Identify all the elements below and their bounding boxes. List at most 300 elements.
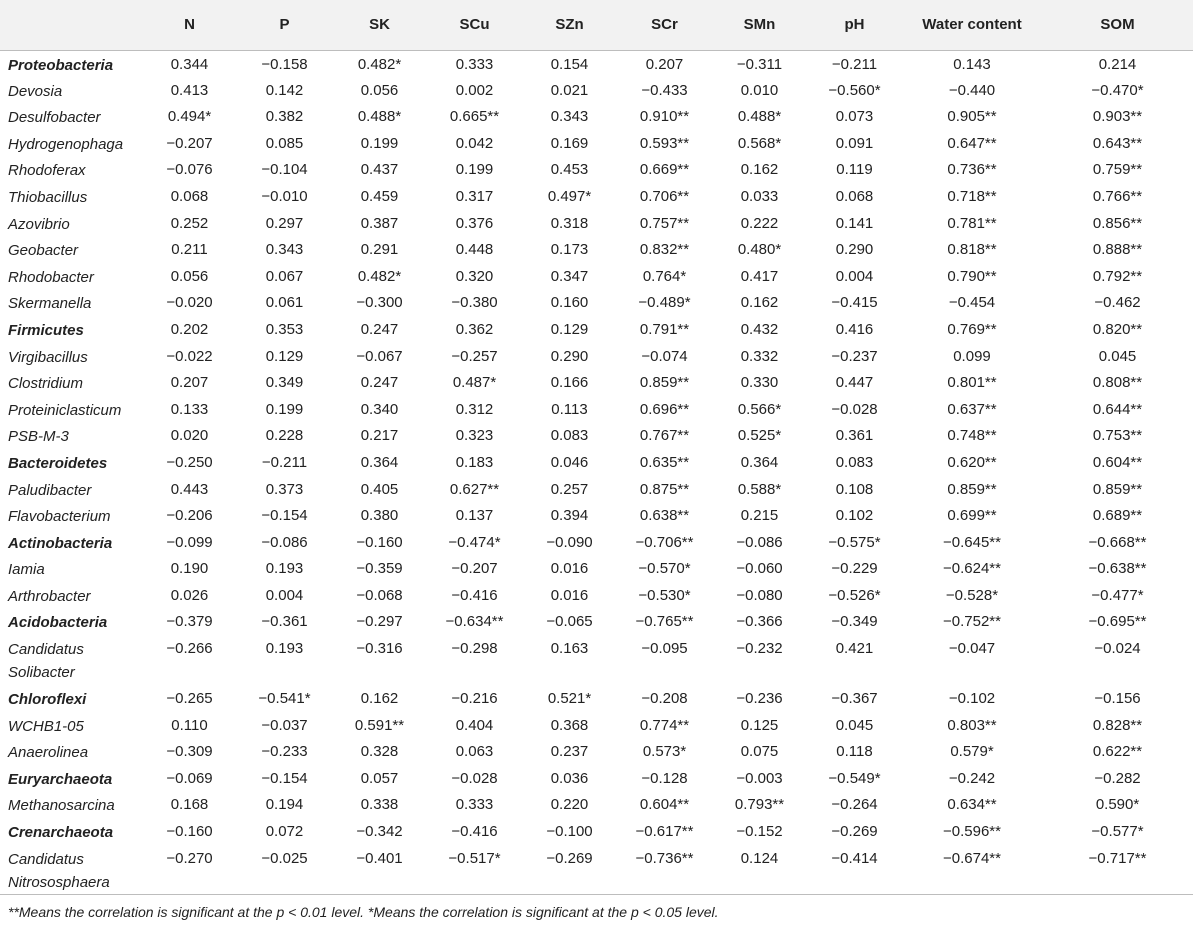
correlation-value: −0.207 xyxy=(451,560,498,578)
correlation-value: 0.459 xyxy=(360,187,399,205)
taxon-name: Bacteroidetes xyxy=(8,454,108,472)
correlation-value: −0.154 xyxy=(261,507,308,525)
correlation-value: 0.194 xyxy=(265,796,304,814)
table-row xyxy=(0,50,1193,77)
correlation-value: −0.528* xyxy=(945,586,999,604)
correlation-value: −0.526* xyxy=(828,586,881,604)
correlation-value: 0.488* xyxy=(357,108,402,126)
taxon-name: Paludibacter xyxy=(8,481,92,499)
correlation-value: 0.067 xyxy=(265,267,304,285)
correlation-value: 0.766** xyxy=(1092,187,1143,205)
header-cell: SZn xyxy=(522,0,617,50)
correlation-value: −0.765** xyxy=(635,613,694,631)
taxon-name: Anaerolinea xyxy=(8,744,89,762)
correlation-value: 0.808** xyxy=(1092,374,1143,392)
correlation-value: −0.282 xyxy=(1094,769,1141,787)
correlation-value: −0.541* xyxy=(258,690,311,708)
correlation-value: −0.211 xyxy=(261,453,308,471)
table-row xyxy=(0,712,1193,739)
correlation-value: 0.387 xyxy=(360,214,399,232)
table-row xyxy=(0,210,1193,237)
correlation-value: 0.566* xyxy=(737,400,782,418)
table-row xyxy=(0,156,1193,183)
correlation-value: 0.497* xyxy=(547,187,592,205)
correlation-value: 0.056 xyxy=(170,267,209,285)
correlation-value: 0.588* xyxy=(737,480,782,498)
table-row xyxy=(0,476,1193,503)
correlation-value: −0.207 xyxy=(166,134,213,152)
taxon-name: Desulfobacter xyxy=(8,109,101,127)
correlation-value: 0.644** xyxy=(1092,400,1143,418)
correlation-value: −0.416 xyxy=(451,586,498,604)
correlation-value: −0.237 xyxy=(831,347,878,365)
correlation-value: −0.489* xyxy=(638,294,691,312)
correlation-value: 0.042 xyxy=(455,134,494,152)
correlation-value: −0.415 xyxy=(831,294,878,312)
correlation-value: 0.290 xyxy=(835,241,874,259)
correlation-value: 0.199 xyxy=(360,134,399,152)
correlation-value: 0.162 xyxy=(740,161,779,179)
table-row xyxy=(0,236,1193,263)
correlation-value: 0.207 xyxy=(645,55,684,73)
correlation-value: 0.133 xyxy=(170,400,209,418)
correlation-value: −0.099 xyxy=(166,533,213,551)
correlation-value: 0.068 xyxy=(835,187,874,205)
correlation-value: 0.118 xyxy=(836,743,873,761)
correlation-value: 0.099 xyxy=(953,347,991,365)
correlation-value: −0.069 xyxy=(166,769,213,787)
correlation-value: 0.521* xyxy=(547,690,592,708)
correlation-value: 0.214 xyxy=(1098,55,1137,73)
correlation-value: 0.317 xyxy=(455,187,494,205)
correlation-value: −0.440 xyxy=(948,81,996,99)
correlation-value: 0.026 xyxy=(170,586,209,604)
correlation-value: 0.160 xyxy=(550,294,589,312)
correlation-value: 0.859** xyxy=(1092,480,1143,498)
correlation-value: −0.024 xyxy=(1094,640,1141,658)
correlation-value: 0.801** xyxy=(947,374,997,392)
taxon-name: Arthrobacter xyxy=(8,587,91,605)
correlation-value: 0.590* xyxy=(1095,796,1140,814)
correlation-value: 0.353 xyxy=(265,320,304,338)
table-row xyxy=(0,103,1193,130)
correlation-value: 0.166 xyxy=(550,374,589,392)
correlation-value: 0.767** xyxy=(639,427,690,445)
correlation-value: 0.125 xyxy=(740,716,779,734)
correlation-value: −0.477* xyxy=(1091,586,1144,604)
correlation-value: −0.617** xyxy=(635,823,694,841)
table-row xyxy=(0,791,1193,818)
correlation-value: 0.343 xyxy=(550,108,589,126)
table-row xyxy=(0,818,1193,845)
correlation-value: −0.752** xyxy=(943,613,1001,631)
header-cell-blank xyxy=(0,0,142,50)
correlation-value: 0.482* xyxy=(357,55,402,73)
correlation-value: −0.206 xyxy=(166,507,213,525)
correlation-value: −0.257 xyxy=(451,347,498,365)
correlation-value: 0.162 xyxy=(740,294,779,312)
correlation-value: 0.036 xyxy=(550,769,589,787)
correlation-value: 0.033 xyxy=(740,187,779,205)
table-row xyxy=(0,77,1193,104)
correlation-value: −0.560* xyxy=(828,81,881,99)
correlation-value: 0.333 xyxy=(455,796,494,814)
correlation-value: 0.689** xyxy=(1092,507,1143,525)
correlation-value: 0.247 xyxy=(360,320,399,338)
taxon-name: Rhodobacter xyxy=(8,268,94,286)
correlation-value: 0.068 xyxy=(170,187,209,205)
correlation-value: 0.129 xyxy=(265,347,304,365)
correlation-value: −0.095 xyxy=(641,640,688,658)
taxon-name: Rhodoferax xyxy=(8,162,86,180)
correlation-value: 0.154 xyxy=(550,55,589,73)
table-row xyxy=(0,845,1193,895)
correlation-value: 0.413 xyxy=(170,81,209,99)
taxon-name: Proteiniclasticum xyxy=(8,401,122,419)
correlation-value: 0.593** xyxy=(639,134,690,152)
correlation-value: 0.016 xyxy=(550,586,589,604)
correlation-value: 0.362 xyxy=(455,320,494,338)
correlation-value: 0.045 xyxy=(835,716,874,734)
taxon-name: Candidatus Solibacter xyxy=(8,641,84,682)
correlation-value: −0.674** xyxy=(943,849,1001,867)
correlation-value: −0.380 xyxy=(451,294,498,312)
correlation-value: 0.193 xyxy=(265,560,304,578)
correlation-value: 0.085 xyxy=(265,134,304,152)
table-row xyxy=(0,369,1193,396)
correlation-value: 0.448 xyxy=(455,241,494,259)
correlation-value: −0.474* xyxy=(448,533,501,551)
table-row xyxy=(0,608,1193,635)
taxon-name: Acidobacteria xyxy=(8,614,108,632)
correlation-value: 0.718** xyxy=(947,187,997,205)
correlation-value: −0.104 xyxy=(261,161,308,179)
taxon-name: Azovibrio xyxy=(8,215,70,233)
correlation-value: 0.102 xyxy=(835,507,874,525)
correlation-value: −0.342 xyxy=(356,823,403,841)
correlation-value: 0.494* xyxy=(167,108,212,126)
correlation-value: −0.298 xyxy=(451,640,498,658)
correlation-value: 0.237 xyxy=(550,743,589,761)
correlation-value: 0.020 xyxy=(170,427,209,445)
correlation-value: 0.437 xyxy=(360,161,399,179)
correlation-value: 0.416 xyxy=(835,320,874,338)
correlation-value: 0.875** xyxy=(639,480,690,498)
correlation-value: 0.340 xyxy=(360,400,399,418)
correlation-value: 0.163 xyxy=(550,640,589,658)
taxon-name: Candidatus Nitrososphaera xyxy=(8,850,110,891)
table-row xyxy=(0,449,1193,476)
header-cell: P xyxy=(237,0,332,50)
correlation-value: 0.349 xyxy=(265,374,304,392)
correlation-value: −0.264 xyxy=(831,796,878,814)
correlation-value: 0.790** xyxy=(947,267,997,285)
correlation-value: 0.091 xyxy=(835,134,874,152)
correlation-value: 0.312 xyxy=(455,400,494,418)
correlation-value: 0.421 xyxy=(835,640,874,658)
correlation-value: −0.454 xyxy=(948,294,996,312)
correlation-value: 0.328 xyxy=(360,743,399,761)
correlation-value: 0.791** xyxy=(639,320,690,338)
correlation-value: −0.416 xyxy=(451,823,498,841)
correlation-value: −0.401 xyxy=(356,849,403,867)
correlation-value: −0.297 xyxy=(356,613,403,631)
correlation-value: 0.699** xyxy=(947,507,997,525)
correlation-value: 0.010 xyxy=(740,81,779,99)
correlation-value: 0.753** xyxy=(1092,427,1143,445)
correlation-value: 0.220 xyxy=(550,796,589,814)
correlation-value: 0.482* xyxy=(357,267,402,285)
correlation-value: 0.075 xyxy=(740,743,779,761)
correlation-value: 0.173 xyxy=(550,241,589,259)
correlation-value: 0.832** xyxy=(639,241,690,259)
correlation-value: 0.856** xyxy=(1092,214,1143,232)
correlation-value: 0.332 xyxy=(740,347,779,365)
header-row xyxy=(0,0,1193,50)
correlation-value: −0.068 xyxy=(356,586,403,604)
correlation-value: −0.367 xyxy=(831,690,878,708)
correlation-value: 0.905** xyxy=(947,108,997,126)
correlation-value: −0.080 xyxy=(736,586,783,604)
correlation-value: −0.236 xyxy=(736,690,783,708)
correlation-value: 0.057 xyxy=(360,769,399,787)
correlation-value: −0.028 xyxy=(831,400,878,418)
taxon-name: Virgibacillus xyxy=(8,348,88,366)
correlation-value: 0.217 xyxy=(360,427,399,445)
correlation-value: 0.119 xyxy=(836,161,873,179)
table-row xyxy=(0,316,1193,343)
correlation-value: 0.061 xyxy=(265,294,304,312)
correlation-value: 0.228 xyxy=(265,427,304,445)
correlation-value: 0.447 xyxy=(835,374,874,392)
correlation-value: 0.405 xyxy=(360,480,399,498)
correlation-value: −0.300 xyxy=(356,294,403,312)
header-cell: Water content xyxy=(902,0,1042,50)
correlation-value: 0.622** xyxy=(1092,743,1143,761)
taxon-name: Euryarchaeota xyxy=(8,770,113,788)
correlation-value: 0.063 xyxy=(455,743,494,761)
correlation-value: 0.604** xyxy=(1092,453,1143,471)
table-row xyxy=(0,130,1193,157)
correlation-value: 0.343 xyxy=(265,241,304,259)
correlation-value: −0.269 xyxy=(831,823,878,841)
correlation-value: 0.859** xyxy=(639,374,690,392)
table-body xyxy=(0,50,1193,895)
header-cell: N xyxy=(142,0,237,50)
correlation-value: −0.250 xyxy=(166,453,213,471)
correlation-value: 0.193 xyxy=(265,640,304,658)
correlation-value: 0.202 xyxy=(170,320,209,338)
taxon-name: Flavobacterium xyxy=(8,508,111,526)
correlation-value: 0.669** xyxy=(639,161,690,179)
correlation-value: −0.645** xyxy=(943,533,1001,551)
taxon-name: Devosia xyxy=(8,82,63,100)
correlation-value: 0.376 xyxy=(455,214,494,232)
correlation-value: 0.183 xyxy=(455,453,494,471)
correlation-value: 0.910** xyxy=(639,108,690,126)
correlation-value: 0.647** xyxy=(947,134,997,152)
correlation-value: −0.216 xyxy=(451,690,498,708)
taxon-name: PSB-M-3 xyxy=(8,428,69,446)
correlation-value: 0.124 xyxy=(740,849,779,867)
correlation-value: −0.233 xyxy=(261,743,308,761)
correlation-value: 0.903** xyxy=(1092,108,1143,126)
correlation-value: 0.627** xyxy=(449,480,500,498)
correlation-value: −0.028 xyxy=(451,769,498,787)
correlation-value: 0.021 xyxy=(550,81,589,99)
table-row xyxy=(0,422,1193,449)
taxon-name: Clostridium xyxy=(8,375,84,393)
correlation-value: 0.083 xyxy=(550,427,589,445)
correlation-value: 0.056 xyxy=(360,81,399,99)
correlation-value: 0.480* xyxy=(737,241,782,259)
taxon-name: Firmicutes xyxy=(8,321,84,339)
correlation-value: 0.748** xyxy=(947,427,997,445)
correlation-value: 0.143 xyxy=(953,55,991,73)
correlation-value: 0.141 xyxy=(835,214,874,232)
correlation-value: 0.432 xyxy=(740,320,779,338)
correlation-value: −0.003 xyxy=(736,769,783,787)
correlation-value: −0.361 xyxy=(261,613,308,631)
correlation-value: 0.757** xyxy=(639,214,690,232)
header-cell: SCr xyxy=(617,0,712,50)
correlation-value: 0.110 xyxy=(171,716,208,734)
correlation-value: 0.004 xyxy=(265,586,304,604)
correlation-value: 0.002 xyxy=(455,81,494,99)
correlation-value: −0.570* xyxy=(638,560,691,578)
correlation-value: 0.222 xyxy=(740,214,779,232)
correlation-value: 0.137 xyxy=(455,507,494,525)
correlation-value: 0.257 xyxy=(550,480,589,498)
correlation-value: 0.764* xyxy=(642,267,687,285)
correlation-value: −0.160 xyxy=(356,533,403,551)
table-row xyxy=(0,343,1193,370)
correlation-value: 0.215 xyxy=(740,507,779,525)
correlation-value: 0.129 xyxy=(550,320,589,338)
table-row xyxy=(0,263,1193,290)
correlation-value: 0.634** xyxy=(947,796,997,814)
correlation-value: 0.859** xyxy=(947,480,997,498)
correlation-value: 0.297 xyxy=(265,214,304,232)
correlation-value: 0.290 xyxy=(550,347,589,365)
header-cell: SOM xyxy=(1042,0,1193,50)
correlation-value: 0.573* xyxy=(642,743,687,761)
correlation-value: −0.596** xyxy=(943,823,1001,841)
correlation-value: 0.046 xyxy=(550,453,589,471)
table-row xyxy=(0,289,1193,316)
correlation-value: −0.311 xyxy=(736,55,783,73)
correlation-value: 0.320 xyxy=(455,267,494,285)
correlation-value: 0.364 xyxy=(360,453,399,471)
header-cell: pH xyxy=(807,0,902,50)
correlation-value: 0.382 xyxy=(265,108,304,126)
correlation-value: 0.168 xyxy=(170,796,209,814)
correlation-value: 0.759** xyxy=(1092,161,1143,179)
correlation-value: 0.108 xyxy=(835,480,874,498)
correlation-value: −0.025 xyxy=(261,849,308,867)
correlation-value: −0.160 xyxy=(166,823,213,841)
correlation-value: 0.792** xyxy=(1092,267,1143,285)
table-row xyxy=(0,738,1193,765)
correlation-value: 0.291 xyxy=(360,241,399,259)
correlation-value: 0.169 xyxy=(550,134,589,152)
header-cell: SMn xyxy=(712,0,807,50)
correlation-value: 0.591** xyxy=(354,716,405,734)
correlation-value: 0.073 xyxy=(835,108,874,126)
correlation-value: −0.575* xyxy=(828,533,881,551)
correlation-value: −0.577* xyxy=(1091,823,1144,841)
correlation-value: −0.010 xyxy=(261,187,308,205)
correlation-value: 0.643** xyxy=(1092,134,1143,152)
correlation-value: 0.404 xyxy=(455,716,494,734)
correlation-value: −0.242 xyxy=(948,769,996,787)
correlation-value: −0.154 xyxy=(261,769,308,787)
correlation-value: −0.414 xyxy=(831,849,878,867)
correlation-value: −0.020 xyxy=(166,294,213,312)
taxon-name: Actinobacteria xyxy=(8,534,113,552)
correlation-value: −0.100 xyxy=(546,823,593,841)
correlation-value: −0.265 xyxy=(166,690,213,708)
correlation-value: 0.323 xyxy=(455,427,494,445)
taxon-name: Chloroflexi xyxy=(8,691,87,709)
correlation-value: 0.142 xyxy=(265,81,304,99)
correlation-value: −0.517* xyxy=(448,849,501,867)
correlation-value: 0.620** xyxy=(947,453,997,471)
correlation-value: 0.568* xyxy=(737,134,782,152)
correlation-value: −0.359 xyxy=(356,560,403,578)
correlation-value: 0.579* xyxy=(950,743,994,761)
taxon-name: Methanosarcina xyxy=(8,797,115,815)
correlation-value: 0.781** xyxy=(947,214,997,232)
correlation-value: −0.270 xyxy=(166,849,213,867)
correlation-value: 0.487* xyxy=(452,374,497,392)
correlation-value: 0.774** xyxy=(639,716,690,734)
correlation-value: −0.022 xyxy=(166,347,213,365)
correlation-value: 0.373 xyxy=(265,480,304,498)
correlation-value: 0.045 xyxy=(1098,347,1137,365)
correlation-value: −0.158 xyxy=(261,55,308,73)
taxon-name: Geobacter xyxy=(8,242,79,260)
correlation-value: −0.366 xyxy=(736,613,783,631)
taxon-name: Skermanella xyxy=(8,295,92,313)
table-row xyxy=(0,529,1193,556)
correlation-value: −0.067 xyxy=(356,347,403,365)
correlation-value: −0.076 xyxy=(166,161,213,179)
taxon-name: WCHB1-05 xyxy=(8,717,84,735)
header-cell: SK xyxy=(332,0,427,50)
correlation-value: 0.803** xyxy=(947,716,997,734)
correlation-value: 0.199 xyxy=(455,161,494,179)
correlation-value: −0.090 xyxy=(546,533,593,551)
correlation-value: 0.190 xyxy=(170,560,209,578)
correlation-value: −0.086 xyxy=(736,533,783,551)
taxon-name: Hydrogenophaga xyxy=(8,135,124,153)
correlation-value: −0.074 xyxy=(641,347,688,365)
correlation-value: −0.706** xyxy=(635,533,694,551)
correlation-value: 0.207 xyxy=(170,374,209,392)
correlation-value: 0.635** xyxy=(639,453,690,471)
correlation-value: 0.380 xyxy=(360,507,399,525)
correlation-value: 0.211 xyxy=(171,241,208,259)
table-footnote: **Means the correlation is significant at the p < 0.01 level. *Means the correlation is significant at the p < 0.05 level. xyxy=(8,904,719,920)
correlation-value: 0.113 xyxy=(551,400,588,418)
correlation-value: −0.349 xyxy=(831,613,878,631)
taxon-name: Crenarchaeota xyxy=(8,824,114,842)
correlation-value: −0.717** xyxy=(1088,849,1147,867)
table-row xyxy=(0,765,1193,792)
correlation-value: −0.433 xyxy=(641,81,688,99)
correlation-value: 0.638** xyxy=(639,507,690,525)
